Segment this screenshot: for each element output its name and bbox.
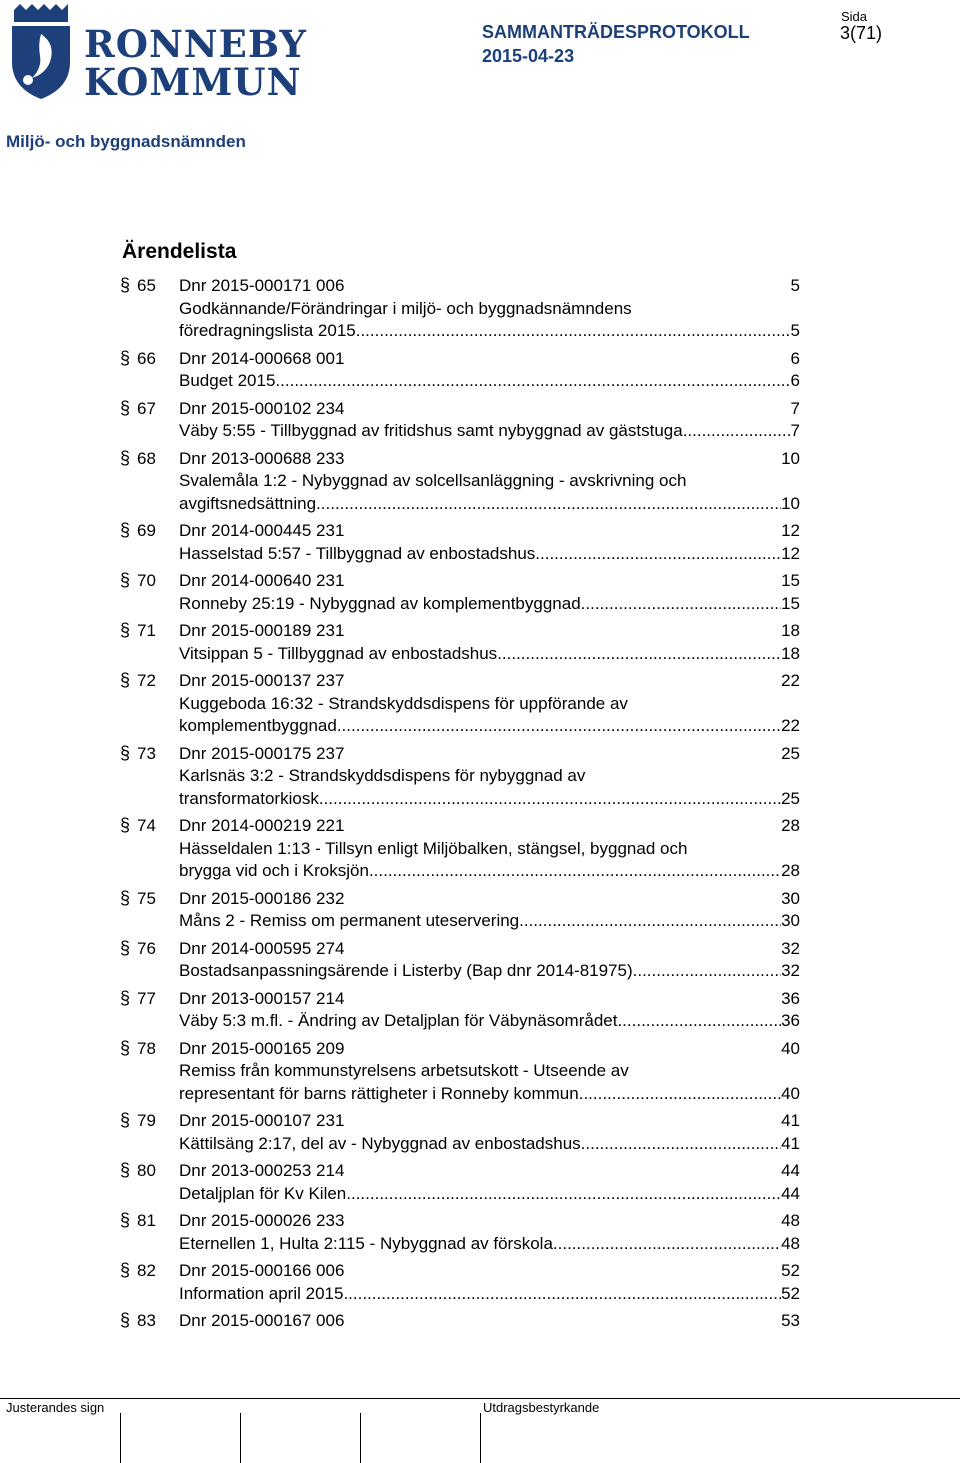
toc-leader-dots bbox=[369, 861, 781, 881]
signature-box-divider bbox=[240, 1413, 241, 1463]
toc-entry-dnr: Dnr 2013-000253 214 bbox=[179, 1161, 345, 1180]
section-sign-icon: § bbox=[120, 1310, 131, 1330]
toc-entry-number: 68 bbox=[137, 448, 156, 468]
toc-entry-title-line bbox=[179, 1184, 800, 1204]
toc-entry-title: Godkännande/Förändringar i miljö- och byggnadsnämndens bbox=[179, 298, 632, 318]
toc-entry-title: Karlsnäs 3:2 - Strandskyddsdispens för nybyggnad av bbox=[179, 766, 586, 785]
toc-entry-page-ref: 48 bbox=[781, 1233, 800, 1253]
toc-entry-title-line bbox=[179, 494, 800, 514]
section-sign-icon: § bbox=[120, 275, 131, 295]
toc-entry-title: Detaljplan för Kv Kilen bbox=[179, 1183, 347, 1203]
logo-text-kommun: KOMMUN bbox=[84, 60, 302, 104]
toc-entry-title-line bbox=[179, 1234, 800, 1254]
toc-entry-page: 53 bbox=[781, 1311, 800, 1330]
page-header bbox=[0, 0, 960, 110]
toc-leader-dots bbox=[337, 716, 781, 736]
toc-entry-number: 73 bbox=[137, 743, 156, 763]
toc-leader-dots bbox=[319, 789, 781, 809]
footer-divider bbox=[0, 1398, 960, 1399]
toc-entry-dnr: Dnr 2014-000595 274 bbox=[179, 938, 345, 958]
toc-entry-page: 52 bbox=[781, 1261, 800, 1280]
footer-label-justerandes-sign: Justerandes sign bbox=[6, 1400, 105, 1415]
toc-entry-dnr: Dnr 2015-000137 237 bbox=[179, 671, 345, 690]
toc-entry-title: Svalemåla 1:2 - Nybyggnad av solcellsanläggning - avskrivning och bbox=[179, 471, 687, 490]
toc-entry-number: 81 bbox=[137, 1211, 156, 1230]
toc-entry-dnr: Dnr 2015-000165 209 bbox=[179, 1038, 345, 1058]
toc-entry-title-line bbox=[179, 321, 800, 341]
toc-entry-title: Kuggeboda 16:32 - Strandskyddsdispens för uppförande av bbox=[179, 693, 628, 713]
section-sign-icon: § bbox=[120, 347, 131, 368]
toc-entry-dnr: Dnr 2015-000167 006 bbox=[179, 1311, 345, 1330]
toc-entry-number: 77 bbox=[137, 988, 156, 1008]
toc-entry-page-ref: 44 bbox=[781, 1183, 800, 1203]
page-label: Sida bbox=[841, 9, 868, 24]
toc-entry-title: komplementbyggnad bbox=[179, 716, 337, 735]
toc-leader-dots bbox=[633, 961, 781, 981]
page-number: 3(71) bbox=[840, 23, 883, 43]
toc-entry-title-line bbox=[179, 961, 800, 981]
toc-entry-page-ref: 7 bbox=[790, 421, 800, 440]
section-sign-icon: § bbox=[120, 742, 131, 763]
toc-entry-title-line bbox=[179, 1284, 800, 1304]
toc-entry-dnr: Dnr 2014-000445 231 bbox=[179, 521, 345, 540]
section-sign-icon: § bbox=[120, 520, 131, 540]
toc-entry-page: 22 bbox=[781, 671, 800, 690]
toc-entry-title: transformatorkiosk bbox=[179, 788, 319, 808]
toc-entry-dnr: Dnr 2015-000189 231 bbox=[179, 621, 345, 640]
section-sign-icon: § bbox=[120, 1110, 131, 1130]
toc-entry-title: Väby 5:3 m.fl. - Ändring av Detaljplan för Väbynäsområdet bbox=[179, 1011, 618, 1030]
toc-entry-title-line bbox=[179, 861, 800, 881]
section-sign-icon: § bbox=[120, 987, 131, 1008]
toc-entry-number: 72 bbox=[137, 671, 156, 690]
toc-leader-dots bbox=[346, 1184, 781, 1204]
toc-entry-title-line bbox=[179, 594, 800, 614]
logo-text-ronneby: RONNEBY bbox=[84, 22, 307, 66]
toc-entry-page-ref: 15 bbox=[781, 593, 800, 613]
toc-entry-page: 6 bbox=[790, 348, 800, 368]
toc-entry-page: 40 bbox=[781, 1038, 800, 1058]
toc-entry-title-line bbox=[179, 421, 800, 441]
section-sign-icon: § bbox=[120, 1260, 131, 1280]
toc-entry-page: 7 bbox=[790, 398, 800, 418]
toc-entry-page: 10 bbox=[781, 448, 800, 468]
signature-box-divider bbox=[480, 1413, 481, 1463]
toc-entry-number: 70 bbox=[137, 571, 156, 590]
toc-entry-number: 78 bbox=[137, 1038, 156, 1058]
committee-name: Miljö- och byggnadsnämnden bbox=[6, 132, 246, 151]
toc-entry-number: 83 bbox=[137, 1311, 156, 1330]
toc-entry-page: 18 bbox=[781, 621, 800, 640]
section-sign-icon: § bbox=[120, 670, 131, 690]
toc-entry-dnr: Dnr 2015-000166 006 bbox=[179, 1261, 345, 1280]
toc-leader-dots bbox=[617, 1011, 781, 1031]
toc-entry-title: Hasselstad 5:57 - Tillbyggnad av enbostadshus bbox=[179, 543, 536, 563]
toc-entry-number: 71 bbox=[137, 621, 156, 640]
toc-entry-page: 25 bbox=[781, 743, 800, 763]
toc-entry-dnr: Dnr 2015-000186 232 bbox=[179, 888, 345, 908]
toc-entry-page-ref: 28 bbox=[781, 861, 800, 880]
toc-entry-title: Hässeldalen 1:13 - Tillsyn enligt Miljöbalken, stängsel, byggnad och bbox=[179, 838, 688, 858]
section-sign-icon: § bbox=[120, 937, 131, 958]
toc-entry-page: 12 bbox=[781, 521, 800, 540]
toc-entry-page: 15 bbox=[781, 571, 800, 590]
section-sign-icon: § bbox=[120, 397, 131, 418]
toc-leader-dots bbox=[553, 1234, 781, 1254]
protocol-date: 2015-04-23 bbox=[482, 46, 575, 66]
toc-leader-dots bbox=[581, 594, 781, 614]
toc-entry-number: 67 bbox=[137, 398, 156, 418]
toc-entry-page-ref: 30 bbox=[781, 911, 800, 930]
signature-box-divider bbox=[120, 1413, 121, 1463]
toc-leader-dots bbox=[535, 544, 781, 564]
toc-entry-number: 65 bbox=[137, 276, 156, 295]
toc-entry-title-line bbox=[179, 1011, 800, 1031]
toc-entry-title: avgiftsnedsättning bbox=[179, 493, 317, 513]
toc-entry-dnr: Dnr 2014-000668 001 bbox=[179, 348, 345, 368]
toc-entry-title: representant för barns rättigheter i Ronneby kommun bbox=[179, 1083, 579, 1103]
toc-entry-dnr: Dnr 2015-000026 233 bbox=[179, 1211, 345, 1230]
toc-entry-page-ref: 25 bbox=[781, 788, 800, 808]
toc-entry-number: 82 bbox=[137, 1261, 156, 1280]
toc-entry-title-line bbox=[179, 644, 800, 664]
signature-box-divider bbox=[360, 1413, 361, 1463]
toc-entry-page-ref: 6 bbox=[790, 371, 800, 390]
toc-entry-page-ref: 52 bbox=[781, 1283, 800, 1303]
toc-entry-number: 69 bbox=[137, 521, 156, 540]
toc-title: Ärendelista bbox=[122, 240, 237, 263]
toc-leader-dots bbox=[343, 1284, 781, 1304]
section-sign-icon: § bbox=[120, 1160, 131, 1180]
toc-entry-page-ref: 10 bbox=[781, 493, 800, 513]
protocol-title: SAMMANTRÄDESPROTOKOLL bbox=[482, 22, 750, 42]
toc-entry-title: föredragningslista 2015 bbox=[179, 321, 356, 340]
toc-entry-title: Vitsippan 5 - Tillbyggnad av enbostadshus bbox=[179, 643, 498, 663]
toc-entry-dnr: Dnr 2013-000688 233 bbox=[179, 448, 345, 468]
toc-entry-page: 28 bbox=[781, 816, 800, 835]
toc-leader-dots bbox=[579, 1084, 781, 1104]
toc-entry-dnr: Dnr 2014-000640 231 bbox=[179, 571, 345, 590]
toc-leader-dots bbox=[581, 1134, 781, 1154]
toc-entry-page: 32 bbox=[781, 938, 800, 958]
toc-entry-dnr: Dnr 2015-000175 237 bbox=[179, 743, 345, 763]
footer-label-utdragsbestyrkande: Utdragsbestyrkande bbox=[483, 1400, 600, 1415]
toc-entry-title-line bbox=[179, 789, 800, 809]
toc-entry-title: Eternellen 1, Hulta 2:115 - Nybyggnad av förskola bbox=[179, 1233, 553, 1253]
section-sign-icon: § bbox=[120, 620, 131, 640]
toc-leader-dots bbox=[519, 911, 781, 931]
toc-entry-page-ref: 5 bbox=[790, 321, 800, 340]
toc-entry-title-line bbox=[179, 371, 800, 391]
section-sign-icon: § bbox=[120, 1037, 131, 1058]
section-sign-icon: § bbox=[120, 1210, 131, 1230]
section-sign-icon: § bbox=[120, 447, 131, 468]
toc-entry-dnr: Dnr 2014-000219 221 bbox=[179, 816, 345, 835]
toc-entry-dnr: Dnr 2015-000102 234 bbox=[179, 398, 345, 418]
toc-entry-page-ref: 40 bbox=[781, 1083, 800, 1103]
toc-entry-number: 75 bbox=[137, 888, 156, 908]
toc-entry-title: Budget 2015 bbox=[179, 371, 276, 390]
toc-entry-page-ref: 32 bbox=[781, 961, 800, 980]
toc-entry-number: 66 bbox=[137, 348, 156, 368]
toc-entry-title-line bbox=[179, 911, 800, 931]
toc-entry-dnr: Dnr 2015-000171 006 bbox=[179, 276, 345, 295]
toc-entry-number: 80 bbox=[137, 1161, 156, 1180]
toc-entry-page: 36 bbox=[781, 988, 800, 1008]
toc-entry-number: 79 bbox=[137, 1111, 156, 1130]
toc-leader-dots bbox=[275, 371, 790, 391]
toc-entry-page-ref: 36 bbox=[781, 1011, 800, 1030]
toc-entry-page-ref: 22 bbox=[781, 716, 800, 735]
toc-leader-dots bbox=[683, 421, 791, 441]
coat-of-arms-icon bbox=[10, 4, 72, 100]
toc-entry-title: Information april 2015 bbox=[179, 1283, 344, 1303]
toc-entry-page: 5 bbox=[790, 276, 800, 295]
toc-leader-dots bbox=[497, 644, 781, 664]
section-sign-icon: § bbox=[120, 887, 131, 908]
toc-entry-title: Kättilsäng 2:17, del av - Nybyggnad av enbostadshus bbox=[179, 1133, 581, 1153]
toc-entry-title: Ronneby 25:19 - Nybyggnad av komplementbyggnad bbox=[179, 593, 581, 613]
section-sign-icon: § bbox=[120, 815, 131, 835]
toc-entry-title-line bbox=[179, 716, 800, 736]
toc-entry-dnr: Dnr 2013-000157 214 bbox=[179, 988, 345, 1008]
toc-entry-page: 41 bbox=[781, 1111, 800, 1130]
toc-leader-dots bbox=[356, 321, 791, 341]
ronneby-kommun-logo bbox=[10, 4, 307, 104]
toc-entry-page: 44 bbox=[781, 1161, 800, 1180]
toc-leader-dots bbox=[316, 494, 781, 514]
toc-entry-page: 30 bbox=[781, 888, 800, 908]
toc-entry-page-ref: 12 bbox=[781, 543, 800, 563]
toc-entry-title-line bbox=[179, 544, 800, 564]
toc-entry-number: 76 bbox=[137, 938, 156, 958]
toc-entry-title: Väby 5:55 - Tillbyggnad av fritidshus samt nybyggnad av gäststuga bbox=[179, 421, 683, 440]
toc-entry-page-ref: 18 bbox=[781, 643, 800, 663]
toc-entry-title-line bbox=[179, 1084, 800, 1104]
toc-entry-page-ref: 41 bbox=[781, 1133, 800, 1153]
toc-entry-title: Bostadsanpassningsärende i Listerby (Bap dnr 2014-81975) bbox=[179, 961, 633, 980]
toc-entry-dnr: Dnr 2015-000107 231 bbox=[179, 1111, 345, 1130]
toc-entry-title: brygga vid och i Kroksjön bbox=[179, 861, 369, 880]
toc-entry-title: Remiss från kommunstyrelsens arbetsutskott - Utseende av bbox=[179, 1061, 629, 1080]
section-sign-icon: § bbox=[120, 570, 131, 590]
toc-entry-title: Måns 2 - Remiss om permanent uteservering bbox=[179, 911, 520, 930]
toc-entry-title-line bbox=[179, 1134, 800, 1154]
toc-entry-number: 74 bbox=[137, 816, 156, 835]
toc-entry-page: 48 bbox=[781, 1211, 800, 1230]
